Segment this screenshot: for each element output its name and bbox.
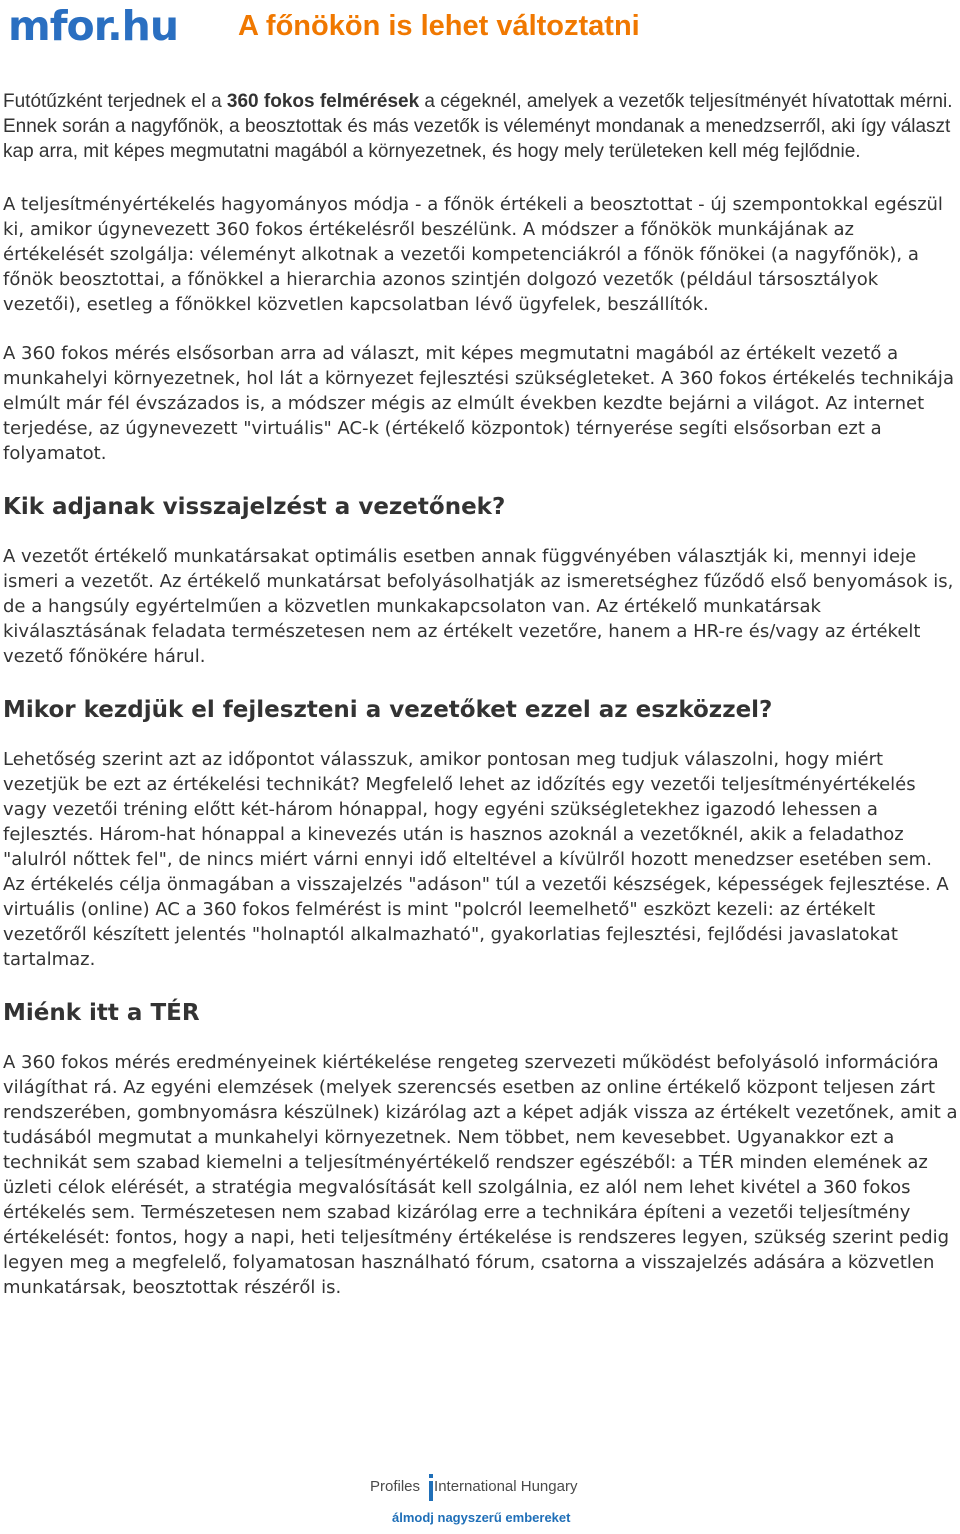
page-header <box>8 4 952 48</box>
footer-tagline: álmodj nagyszerű embereket <box>392 1510 571 1525</box>
footer-logo <box>370 1472 610 1532</box>
intro-text-end: a cégeknél, amelyek a vezetők teljesítményét hívatottak mérni. Ennek során a nagyfőnök, a beosztottak és más vezetők is véleményt mondanak a menedzserről, aki így választ kap arra, mit képes megmutatni magából a környezetnek, és hogy mely területeken kell még fejlődnie. <box>3 91 953 162</box>
site-logo[interactable]: mfor.hu <box>8 2 179 50</box>
page-title: A főnökön is lehet változtatni <box>238 10 640 42</box>
section-heading-3: Miénk itt a TÉR <box>3 1000 200 1026</box>
intro-paragraph <box>3 89 958 164</box>
profiles-mark-icon <box>426 1474 436 1502</box>
intro-highlight: 360 fokos felmérések <box>226 91 420 112</box>
footer-brand <box>370 1478 577 1495</box>
paragraph-3: A vezetőt értékelő munkatársakat optimális esetben annak függvényében választják ki, mennyi ideje ismeri a vezetőt. Az értékelő munkatársat befolyásolhatják az ismeretséghez fűződő első benyomások is, de a hangsúly egyértelműen a közvetlen munkakapcsolaton van. Az értékelő munkatársak kiválasztásának feladata természetesen nem az értékelt vezetőre, hanem a HR-re és/vagy az értékelt vezető főnökére hárul. <box>3 546 954 667</box>
paragraph-5: A 360 fokos mérés eredményeinek kiértékelése rengeteg szervezeti működést befolyásoló információra világíthat rá. Az egyéni elemzések (melyek szerencsés esetben az online értékelő központ teljesen zárt rendszerében, gombnyomásra készülnek) kizárólag azt a képet adják vissza az értékelt vezetőnek, amit a tudásából megmutat a munkahelyi környezetnek. Nem többet, nem kevesebbet. Ugyanakkor ezt a technikát sem szabad kiemelni a teljesítményértékelő rendszer egészéből: a TÉR minden elemének az üzleti célok elérését, a stratégia megvalósítását kell szolgálnia, ez alól nem lehet kivétel a 360 fokos értékelés sem. Természetesen nem szabad kizárólag erre a technikára építeni a vezetői teljesítmény értékelését: fontos, hogy a napi, heti teljesítmény értékelése is rendszeres legyen, szükség szerint pedig legyen meg a megfelelő, folyamatosan használható fórum, csatorna a visszajelzés adására a közvetlen munkatársak, beosztottak részéről is. <box>3 1052 958 1298</box>
paragraph-4: Lehetőség szerint azt az időpontot válasszuk, amikor pontosan meg tudjuk válaszolni, hogy miért vezetjük be ezt az értékelési technikát? Megfelelő lehet az időzítés egy vezetői teljesítményértékelés vagy vezetői tréning előtt két-három hónappal, hogy egyéni szükségletekhez igazodó lehessen a fejlesztés. Három-hat hónappal a kinevezés után is hasznos azoknál a vezetőknél, akik a feladathoz "alulról nőttek fel", de nincs miért várni ennyi idő elteltével a kívülről hozott menedzser esetében sem. Az értékelés célja önmagában a visszajelzés "adáson" túl a vezetői készségek, képességek fejlesztése. A virtuális (online) AC a 360 fokos felmérést is mint "polcról leemelhető" eszközt kezeli: az értékelt vezetőről készített jelentés "holnaptól alkalmazható", gyakorlatias fejlesztési, fejlődési javaslatokat tartalmaz. <box>3 749 949 970</box>
paragraph-2: A 360 fokos mérés elsősorban arra ad választ, mit képes megmutatni magából az értékelt vezető a munkahelyi környezetnek, hol lát a környezet fejlesztési szükségleteket. A 360 fokos értékelés technikája elmúlt már fél évszázados is, a módszer mégis az elmúlt években kezdte bejárni a világot. Az internet terjedése, az úgynevezett "virtuális" AC-k (értékelő központok) térnyerése segíti elsősorban ezt a folyamatot. <box>3 343 954 464</box>
section-heading-2: Mikor kezdjük el fejleszteni a vezetőket ezzel az eszközzel? <box>3 697 773 723</box>
paragraph-1: A teljesítményértékelés hagyományos módja - a főnök értékeli a beosztottat - új szempontokkal egészül ki, amikor úgynevezett 360 fokos értékelésről beszélünk. A módszer a főnökök munkájának az értékelését szolgálja: véleményt alkotnak a vezetői kompetenciákról a főnök főnökei (a nagyfőnök), a főnök beosztottai, a főnökkel a hierarchia azonos szintjén dolgozó vezetők (például társosztályok vezetői), esetleg a főnökkel közvetlen kapcsolatban lévő ügyfelek, beszállítók. <box>3 194 943 315</box>
article-body <box>3 89 958 1300</box>
section-heading-1: Kik adjanak visszajelzést a vezetőnek? <box>3 494 506 520</box>
intro-text-start: Futótűzként terjednek el a <box>3 91 227 112</box>
brand-left: Profiles <box>370 1478 421 1495</box>
brand-right: International Hungary <box>434 1478 578 1495</box>
